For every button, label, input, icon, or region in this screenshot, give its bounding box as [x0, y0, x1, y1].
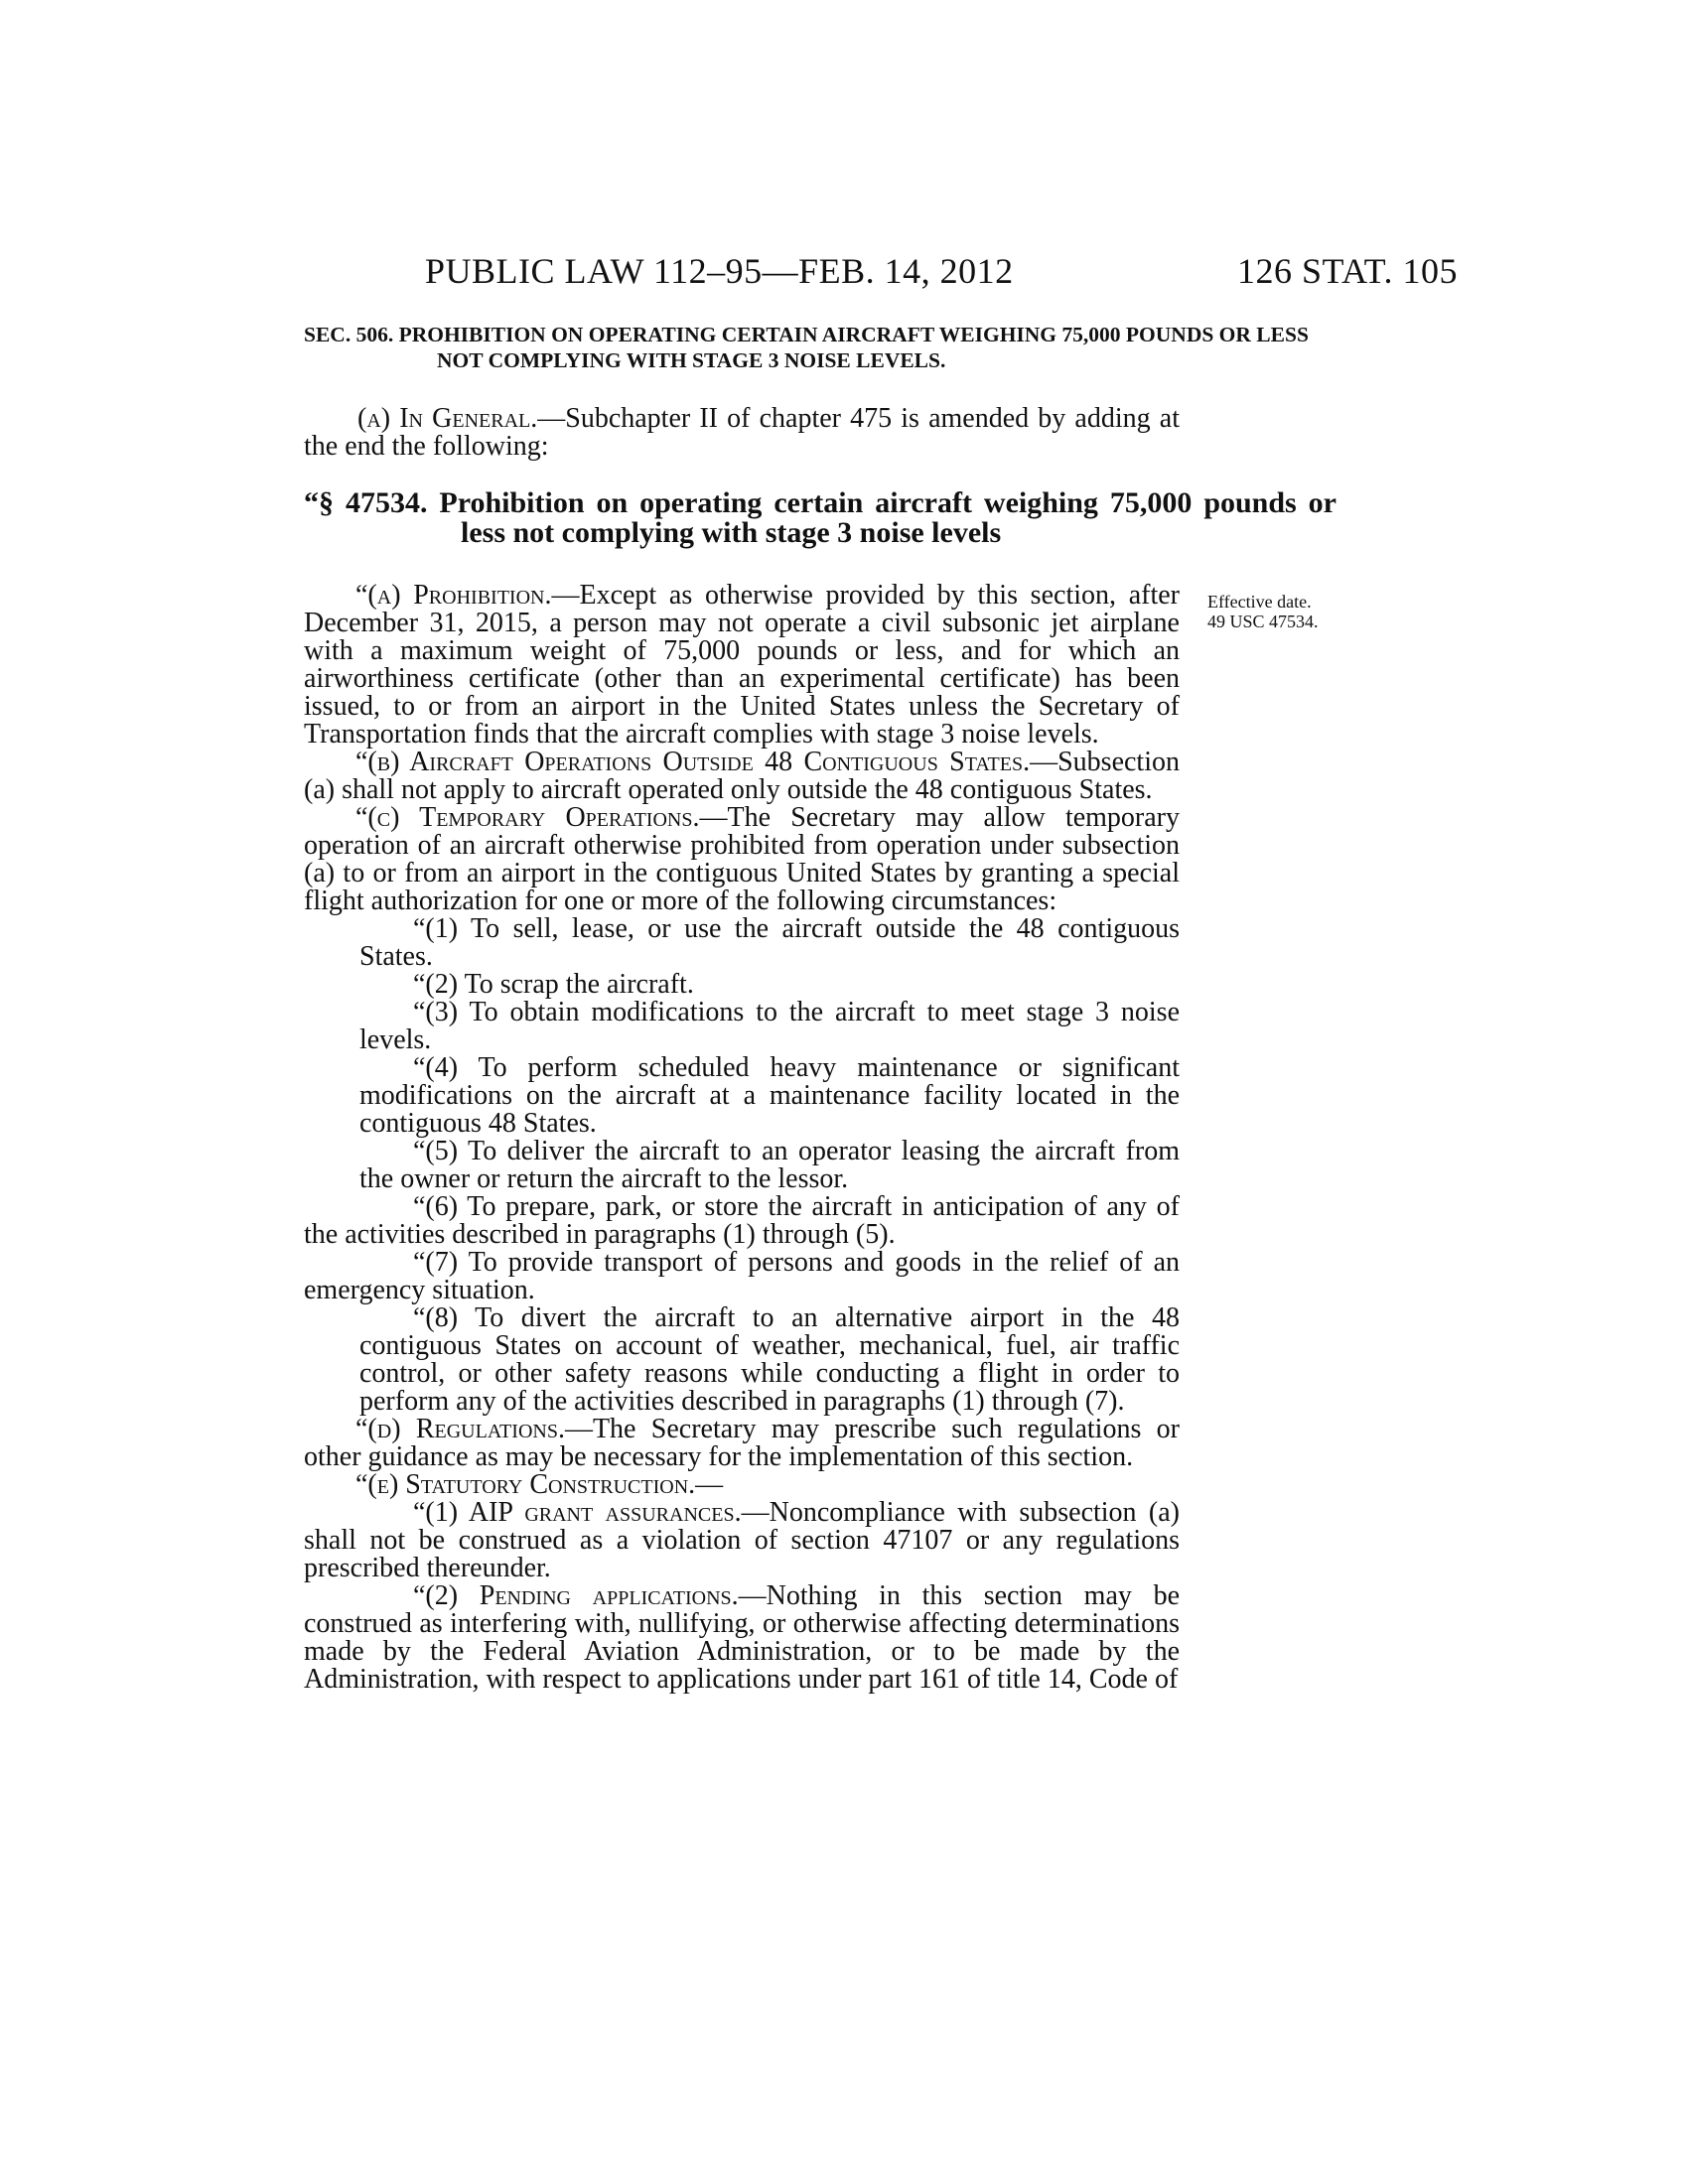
- new-section-heading: “§ 47534. Prohibition on operating certain aircraft weighing 75,000 pounds or less not complying with stage 3 noise levels: [304, 486, 1336, 549]
- section-heading: SEC. 506. PROHIBITION ON OPERATING CERTAIN AIRCRAFT WEIGHING 75,000 POUNDS OR LESS NOT COMPLYING WITH STAGE 3 NOISE LEVELS.: [304, 323, 1309, 372]
- subsection-a-text: —Except as otherwise provided by this section, after December 31, 2015, a person may not operate a civil subsonic jet airplane with a maximum weight of 75,000 pounds or less, and for which an airworthiness certificate (other than an experimental certificate) has been issued, to or from an airport in the United States unless the Secretary of Transportation finds that the aircraft complies with stage 3 noise levels.: [304, 580, 1180, 750]
- paragraph-c6: “(6) To prepare, park, or store the aircraft in anticipation of any of the activities described in paragraphs (1) through (5).: [304, 1191, 1180, 1250]
- margin-note-usc-citation: 49 USC 47534.: [1207, 612, 1319, 631]
- paragraph-e1-label: “(1) AIP grant assurances.: [413, 1497, 742, 1528]
- paragraph-c2: “(2) To scrap the aircraft.: [413, 969, 694, 1000]
- paragraph-e1-text: —Noncompliance with subsection (a) shall not be construed as a violation of section 47107 or any regulations prescribed thereunder.: [304, 1497, 1180, 1583]
- paragraph-c8: “(8) To divert the aircraft to an alternative airport in the 48 contiguous States on account of weather, mechanical, fuel, air traffic control, or other safety reasons while conducting a flight in order to perform any of the activities described in paragraphs (1) through (7).: [359, 1302, 1180, 1417]
- subsection-b-label: “(b) Aircraft Operations Outside 48 Contiguous States.: [355, 747, 1031, 777]
- subsection-d-text: —The Secretary may prescribe such regulations or other guidance as may be necessary for the implementation of this section.: [304, 1414, 1180, 1472]
- running-header-left: PUBLIC LAW 112–95—FEB. 14, 2012: [425, 251, 1014, 291]
- intro-paragraph: [304, 405, 1180, 461]
- paragraph-c4: “(4) To perform scheduled heavy maintenance or significant modifications on the aircraft at a maintenance facility located in the contiguous 48 States.: [359, 1052, 1180, 1139]
- subsection-c: [304, 804, 1180, 915]
- subsection-d-label: “(d) Regulations.: [355, 1414, 565, 1444]
- paragraph-c7: “(7) To provide transport of persons and goods in the relief of an emergency situation.: [304, 1247, 1180, 1305]
- subsection-d: [304, 1416, 1180, 1471]
- subsection-c-text: —The Secretary may allow temporary operation of an aircraft otherwise prohibited from operation under subsection (a) to or from an airport in the contiguous United States by granting a special flight authorization for one or more of the following circumstances:: [304, 802, 1180, 916]
- margin-note: [1207, 592, 1319, 631]
- subsection-e: [304, 1471, 1180, 1499]
- paragraph-c3: “(3) To obtain modifications to the aircraft to meet stage 3 noise levels.: [359, 997, 1180, 1055]
- subsection-c-label: “(c) Temporary Operations.: [355, 802, 700, 833]
- running-header-right: 126 STAT. 105: [1237, 251, 1458, 291]
- paragraph-e1: [304, 1499, 1180, 1582]
- paragraph-e2-text: —Nothing in this section may be construed as interfering with, nullifying, or otherwise affecting determinations made by the Federal Aviation Administration, or to be made by the Administration, with respect to applications under part 161 of title 14, Code of: [304, 1580, 1180, 1695]
- paragraph-c1: “(1) To sell, lease, or use the aircraft outside the 48 contiguous States.: [359, 913, 1180, 972]
- subsection-b-text: —Subsection (a) shall not apply to aircraft operated only outside the 48 contiguous States.: [304, 747, 1180, 805]
- intro-text: —Subchapter II of chapter 475 is amended by adding at the end the following:: [304, 403, 1180, 462]
- section-body: [304, 582, 1180, 1694]
- subsection-e-text: —: [695, 1469, 724, 1500]
- subsection-a: [304, 582, 1180, 749]
- subsection-e-label: “(e) Statutory Construction.: [355, 1469, 696, 1500]
- margin-note-effective-date: Effective date.: [1207, 592, 1312, 612]
- paragraph-e2: [304, 1582, 1180, 1694]
- subsection-a-label: “(a) Prohibition.: [355, 580, 552, 611]
- subsection-b: [304, 749, 1180, 804]
- paragraph-e2-label: “(2) Pending applications.: [413, 1580, 739, 1611]
- intro-label: (a) In General.: [357, 403, 538, 434]
- paragraph-c5: “(5) To deliver the aircraft to an operator leasing the aircraft from the owner or return the aircraft to the lessor.: [359, 1136, 1180, 1194]
